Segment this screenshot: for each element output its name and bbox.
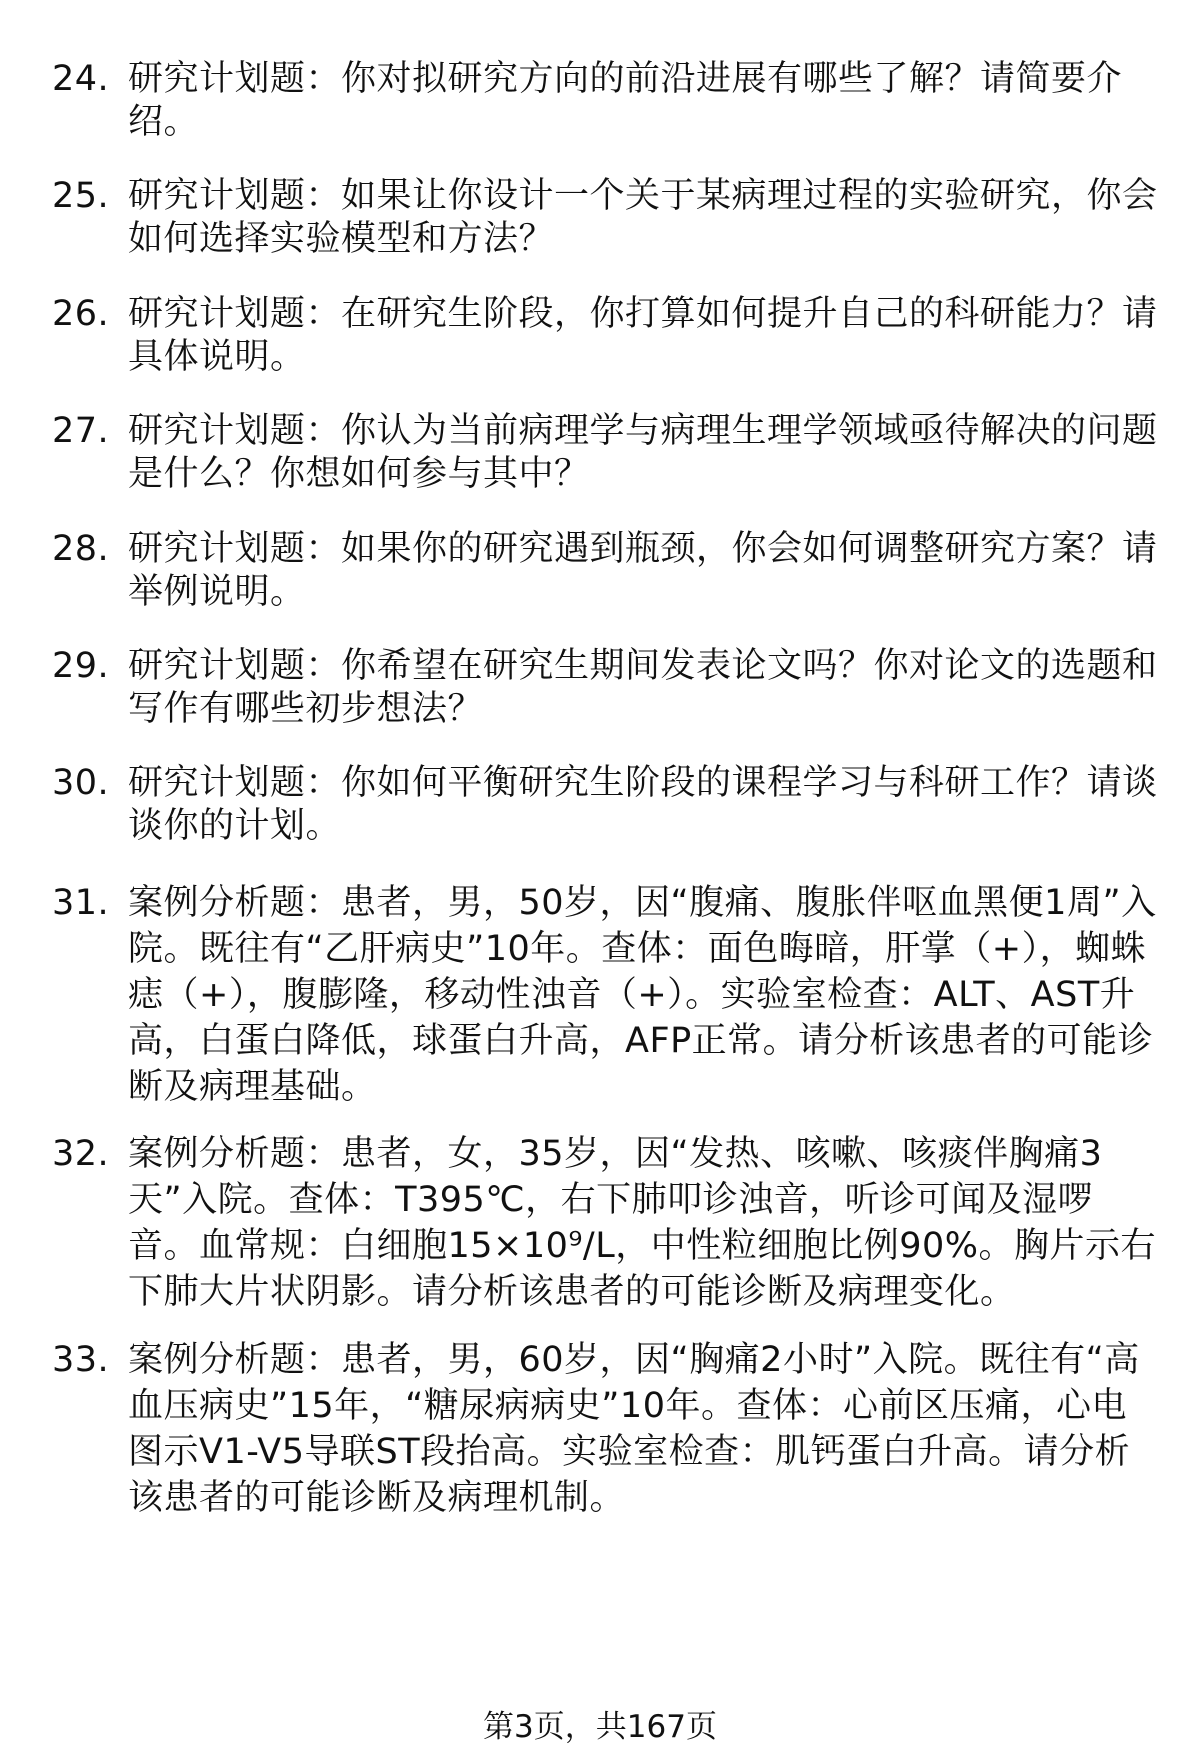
question-number: 33. xyxy=(52,1340,110,1380)
question-32 xyxy=(52,1131,1162,1315)
question-33 xyxy=(52,1337,1162,1521)
question-28 xyxy=(52,528,1162,614)
question-text: 研究计划题：如果让你设计一个关于某病理过程的实验研究，你会如何选择实验模型和方法？ xyxy=(128,176,1158,259)
question-text: 研究计划题：在研究生阶段，你打算如何提升自己的科研能力？请具体说明。 xyxy=(128,294,1158,377)
question-text: 研究计划题：你希望在研究生期间发表论文吗？你对论文的选题和写作有哪些初步想法？ xyxy=(128,646,1158,729)
question-27 xyxy=(52,410,1162,496)
question-number: 25. xyxy=(52,176,110,216)
question-number: 29. xyxy=(52,646,110,686)
question-number: 31. xyxy=(52,883,110,923)
question-25 xyxy=(52,175,1162,261)
page-number-footer: 第3页，共167页 xyxy=(483,1709,717,1745)
question-text: 研究计划题：你对拟研究方向的前沿进展有哪些了解？请简要介绍。 xyxy=(128,59,1123,142)
question-number: 26. xyxy=(52,294,110,334)
question-31 xyxy=(52,880,1162,1110)
question-text: 案例分析题：患者，女，35岁，因“发热、咳嗽、咳痰伴胸痛3天”入院。查体：T395℃，右下肺叩诊浊音，听诊可闻及湿啰音。血常规：白细胞15×10⁹/L，中性粒细胞比例90%。胸片示右下肺大片状阴影。请分析该患者的可能诊断及病理变化。 xyxy=(128,1134,1157,1312)
question-29 xyxy=(52,645,1162,731)
question-26 xyxy=(52,293,1162,379)
question-number: 32. xyxy=(52,1134,110,1174)
question-number: 27. xyxy=(52,411,110,451)
question-number: 24. xyxy=(52,59,110,99)
question-text: 研究计划题：如果你的研究遇到瓶颈，你会如何调整研究方案？请举例说明。 xyxy=(128,529,1158,612)
question-number: 30. xyxy=(52,763,110,803)
question-number: 28. xyxy=(52,529,110,569)
question-30 xyxy=(52,762,1162,848)
question-text: 案例分析题：患者，男，60岁，因“胸痛2小时”入院。既往有“高血压病史”15年，“糖尿病病史”10年。查体：心前区压痛，心电图示V1-V5导联ST段抬高。实验室检查：肌钙蛋白升高。请分析该患者的可能诊断及病理机制。 xyxy=(128,1340,1140,1518)
question-text: 研究计划题：你如何平衡研究生阶段的课程学习与科研工作？请谈谈你的计划。 xyxy=(128,763,1158,846)
question-24 xyxy=(52,58,1162,144)
question-text: 研究计划题：你认为当前病理学与病理生理学领域亟待解决的问题是什么？你想如何参与其中？ xyxy=(128,411,1158,494)
question-text: 案例分析题：患者，男，50岁，因“腹痛、腹胀伴呕血黑便1周”入院。既往有“乙肝病史”10年。查体：面色晦暗，肝掌（+），蜘蛛痣（+），腹膨隆，移动性浊音（+）。实验室检查：ALT、AST升高，白蛋白降低，球蛋白升高，AFP正常。请分析该患者的可能诊断及病理基础。 xyxy=(128,883,1157,1107)
